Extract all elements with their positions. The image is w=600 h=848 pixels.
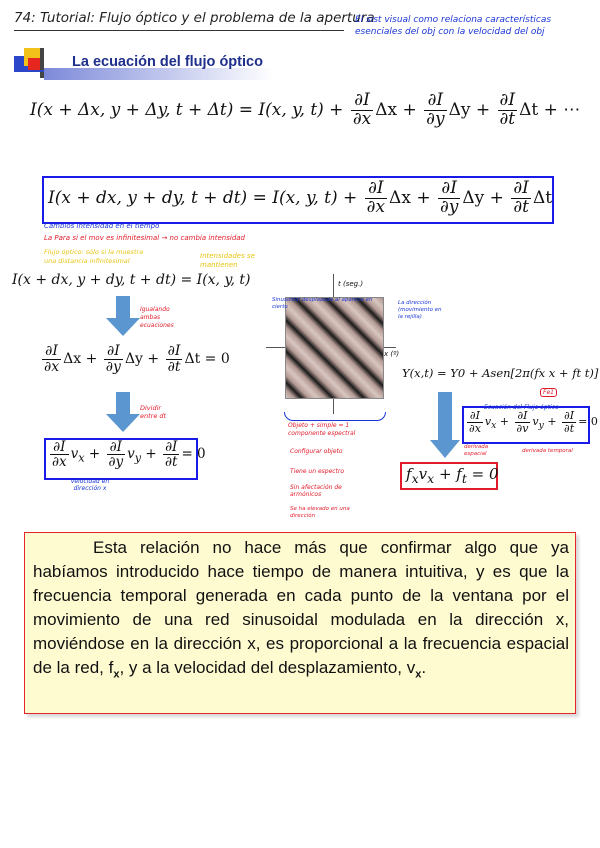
- plot-bracket: [284, 412, 386, 421]
- explanation-text: Esta relación no hace más que confirmar algo que ya habíamos introducido hace tiempo de manera intuitiva, y es que la frecuencia temporal generada en cada punto de la ventana por el movimiento de una red sinusoidal modulada en la dirección x, moviéndose en la dirección x, es proporcional a la frecuencia espacial de la red, $f_x$, y a la velocidad del desplazamiento, $v_x$.: [33, 538, 569, 681]
- sinusoid-equation: Y(x,t) = Y0 + Asen[2π(fx x + ft t)]: [402, 366, 599, 380]
- object-note: Objeto + simple = 1 componente espectral: [288, 422, 356, 437]
- annotation-4: Intensidades se mantienen: [200, 252, 255, 269]
- taylor-equation: I(x + Δx, y + Δy, t + Δt) = I(x, y, t) + $\frac{\partial I}{\partial x}$ Δx + $\frac{\partial I}{\partial y}$ Δy + $\frac{\partial I}{\partial t}$ Δt + ⋯: [30, 90, 581, 129]
- header-note: El sist visual como relaciona características esenciales del obj con la velocidad del obj: [355, 15, 552, 37]
- bullet-4: Se ha elevado en una dirección: [290, 506, 350, 519]
- result-equation: $f_xv_x + f_t = 0$: [406, 465, 499, 486]
- bullet-3: Sin afectación de armónicos: [290, 484, 342, 498]
- plot-x-label: x (º): [384, 350, 400, 358]
- arrow-2-note: Dividir entre dt: [140, 404, 167, 420]
- plot-y-label: t (seg.): [338, 280, 364, 288]
- deriv-note-1: derivada espacial: [464, 444, 489, 457]
- section-title: La ecuación del flujo óptico: [72, 54, 263, 70]
- eq-tag: Fe1: [540, 388, 557, 397]
- step2-equation: $\frac{\partial I}{\partial x}$ Δx + $\frac{\partial I}{\partial y}$ Δy + $\frac{\partial I}{\partial t}$ Δt = 0: [44, 343, 230, 375]
- step3-equation: $\frac{\partial I}{\partial x}$ $v_x$ + $\frac{\partial I}{\partial y}$ $v_y$ + $\frac{\partial I}{\partial t}$ = 0: [52, 439, 206, 471]
- down-arrow-3: [430, 392, 460, 460]
- annotation-1: Cambios intensidad en el tiempo: [44, 222, 160, 230]
- title-underline: [14, 30, 344, 31]
- page-title: 74: Tutorial: Flujo óptico y el problema de la apertura: [14, 10, 375, 26]
- bullet-1: Configurar objeto: [290, 448, 343, 455]
- constancy-equation: I(x + dx, y + dy, t + dt) = I(x, y, t): [12, 272, 251, 288]
- sinusoidal-grating: [285, 297, 384, 399]
- annotation-3: Flujo óptico: sólo si la muestra una distancia infinitesimal: [44, 248, 144, 265]
- down-arrow-1: [106, 296, 140, 336]
- deriv-note-2: derivada temporal: [522, 448, 573, 454]
- velocity-note: velocidad en dirección x: [70, 478, 110, 492]
- small-boxed-equation: $\frac{\partial I}{\partial x}$ $v_x$ + $\frac{\partial I}{\partial v}$ $v_y$ + $\frac{\partial I}{\partial t}$ = 0: [469, 409, 598, 435]
- eq-label: Ecuación del Flujo óptico: [484, 404, 559, 411]
- boxed-equation: I(x + dx, y + dy, t + dt) = I(x, y, t) + $\frac{\partial I}{\partial x}$ Δx + $\frac{\partial I}{\partial y}$ Δy + $\frac{\partial I}{\partial t}$ Δt: [48, 178, 553, 217]
- arrow-1-note: Igualando ambas ecuaciones: [140, 306, 174, 329]
- annotation-2: La Para si el mov es infinitesimal → no cambia intensidad: [44, 234, 245, 242]
- bullet-2: Tiene un espectro: [290, 468, 345, 475]
- plot-right-note: La dirección (movimiento en la rejilla): [398, 300, 442, 320]
- plot-top-note: Sinusoidal desplazada al aparece en cierto: [272, 297, 373, 310]
- down-arrow-2: [106, 392, 140, 432]
